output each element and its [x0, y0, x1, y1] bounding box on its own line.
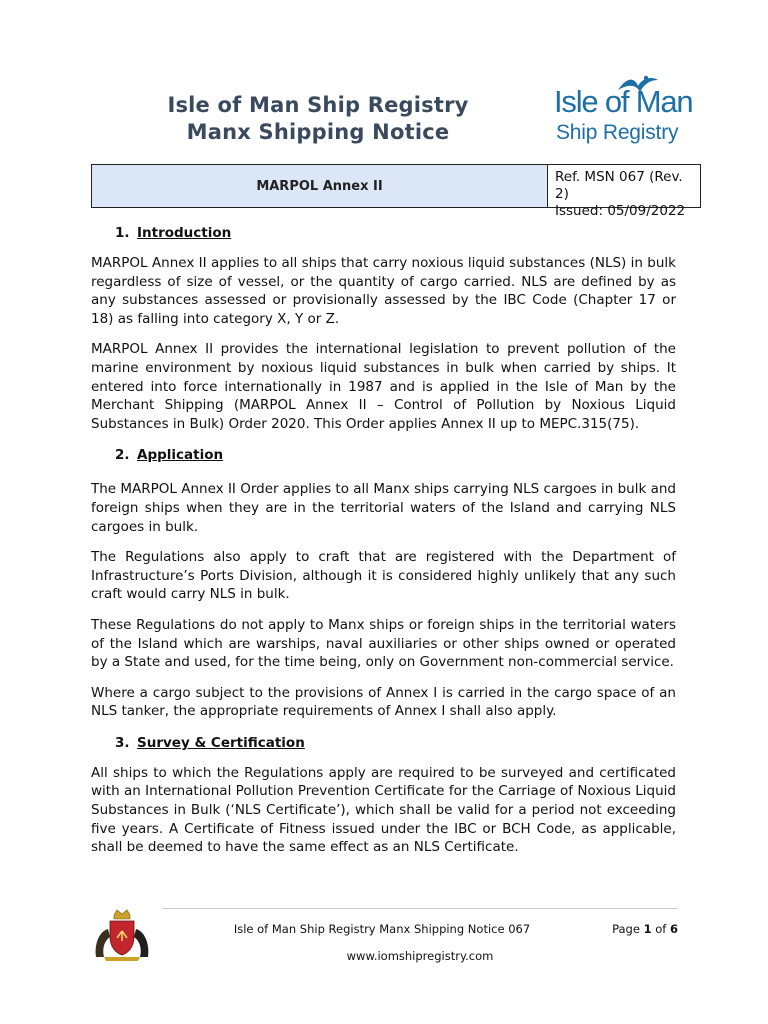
section-title: Survey & Certification	[137, 734, 305, 751]
page-of-label: of	[655, 922, 667, 936]
paragraph: The Regulations also apply to craft that are registered with the Department of Infrastructure’s Ports Division, although it is considered highly unlikely that any such craft would carry NLS in bulk.	[91, 549, 676, 603]
section-title: Introduction	[137, 225, 232, 241]
page-title	[140, 92, 496, 146]
section-heading-survey-certification	[115, 735, 676, 751]
paragraph: These Regulations do not apply to Manx ships or foreign ships in the territorial waters of the Island which are warships, naval auxiliaries or other ships owned or operated by a State and used, for the time being, only on Government non-commercial service.	[91, 616, 676, 671]
section-heading-introduction	[115, 225, 676, 241]
registry-logo	[548, 74, 708, 154]
page-label: Page	[612, 922, 640, 936]
reference-box	[91, 164, 701, 219]
page-total: 6	[669, 922, 678, 936]
paragraph: MARPOL Annex II provides the international legislation to prevent pollution of the marine environment by noxious liquid substances in bulk when carried by ships. It entered into force internationally in 1987 and is applied in the Isle of Man by the Merchant Shipping (MARPOL Annex II – Control of Pollution by Noxious Liquid Substances in Bulk) Order 2020. This Order applies Annex II up to MEPC.315(75).	[91, 341, 676, 432]
title-line-1: Isle of Man Ship Registry	[167, 93, 469, 117]
paragraph: MARPOL Annex II applies to all ships that carry noxious liquid substances (NLS) in bulk regardless of size of vessel, or the quantity of cargo carried. NLS are defined by as any substances assessed or provisionally assessed by the IBC Code (Chapter 17 or 18) as falling into category X, Y or Z.	[91, 255, 676, 327]
footer-url: www.iomshipregistry.com	[346, 949, 494, 963]
paragraph: Where a cargo subject to the provisions of Annex I is carried in the cargo space of an NLS tanker, the appropriate requirements of Annex I shall also apply.	[91, 684, 676, 720]
section-number: 3.	[115, 734, 130, 751]
crest-icon	[90, 907, 154, 963]
page-current: 1	[643, 922, 652, 936]
paragraph: All ships to which the Regulations apply are required to be surveyed and certificated with an International Pollution Prevention Certificate for the Carriage of Noxious Liquid Substances in Bulk (‘NLS Certificate’), which shall be valid for a period not exceeding five years. A Certificate of Fitness issued under the IBC or BCH Code, as applicable, shall be deemed to have the same effect as an NLS Certificate.	[91, 764, 676, 856]
logo-text-line-2: Ship Registry	[556, 121, 679, 144]
section-title: Application	[137, 447, 224, 464]
reference-number: Ref. MSN 067 (Rev. 2)	[555, 169, 683, 202]
paragraph: The MARPOL Annex II Order applies to all Manx ships carrying NLS cargoes in bulk and foreign ships when they are in the territorial waters of the Island and carrying NLS cargoes in bulk.	[91, 481, 676, 535]
issued-date: Issued: 05/09/2022	[555, 203, 686, 219]
page-indicator	[540, 922, 678, 936]
section-heading-application	[115, 447, 676, 463]
notice-subject: MARPOL Annex II	[92, 165, 548, 207]
section-number: 1.	[115, 225, 130, 241]
section-number: 2.	[115, 447, 130, 464]
title-line-2: Manx Shipping Notice	[186, 120, 450, 144]
logo-text-line-1: Isle of Man	[554, 84, 693, 119]
footer-divider	[162, 908, 678, 909]
document-body	[91, 225, 676, 869]
notice-reference	[548, 165, 700, 219]
footer-notice: Isle of Man Ship Registry Manx Shipping Notice 067	[233, 922, 531, 936]
